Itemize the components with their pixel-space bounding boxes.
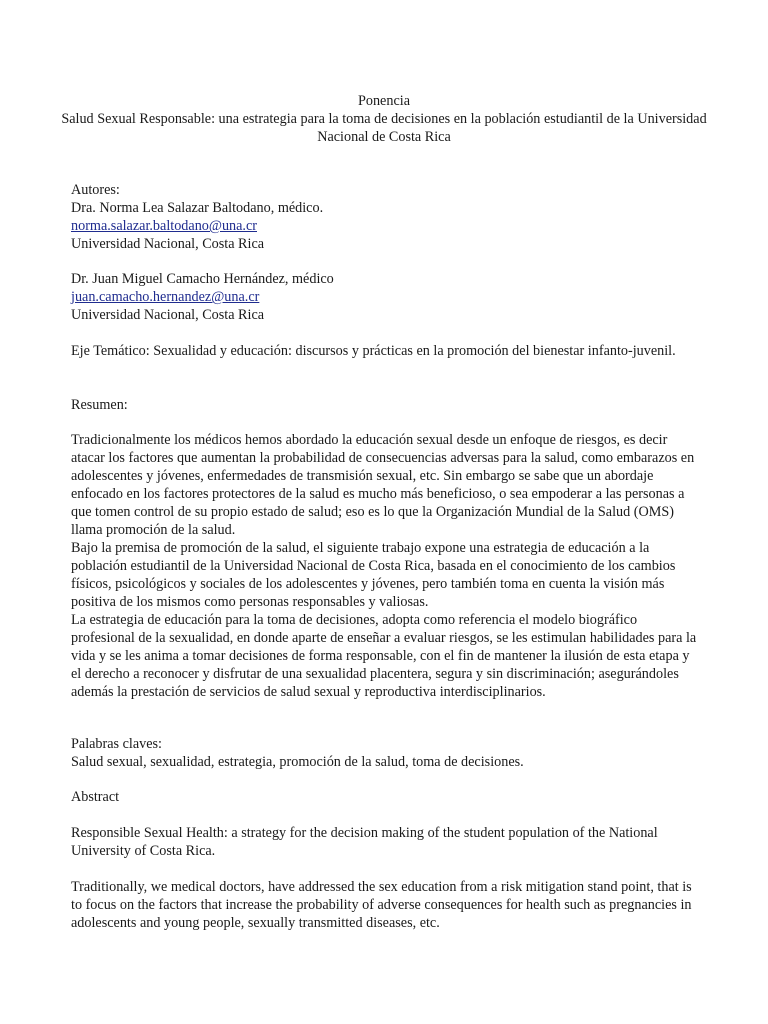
document-kind: Ponencia <box>357 93 410 109</box>
resumen-label: Resumen: <box>71 397 128 413</box>
abstract-body <box>71 878 697 932</box>
theme-text: Eje Temático: Sexualidad y educación: discursos y prácticas en la promoción del bienestar infanto-juvenil. <box>71 343 676 359</box>
abstract-label-block <box>71 788 697 806</box>
keywords-label: Palabras claves: <box>71 736 162 752</box>
authors-label: Autores: <box>71 182 120 198</box>
authors-section <box>71 181 697 253</box>
keywords-section <box>71 735 697 771</box>
abstract-paragraph: Traditionally, we medical doctors, have addressed the sex education from a risk mitigation stand point, that is to focus on the factors that increase the probability of adverse consequences for health such as pregnancies in adolescents and young people, sexually transmitted diseases, etc. <box>71 879 692 931</box>
resumen-paragraph: Bajo la premisa de promoción de la salud, el siguiente trabajo expone una estrategia de educación a la población estudiantil de la Universidad Nacional de Costa Rica, basada en el conocimiento de los cambios físicos, psicológicos y sociales de los adolescentes y jóvenes, pero también toma en cuenta la visión más positiva de los mismos como personas responsables y valiosas. <box>71 540 676 610</box>
author-name: Dra. Norma Lea Salazar Baltodano, médico. <box>71 200 324 216</box>
document-title: Salud Sexual Responsable: una estrategia para la toma de decisiones en la población estudiantil de la Universidad Nacional de Costa Rica <box>61 111 707 145</box>
author-affiliation: Universidad Nacional, Costa Rica <box>71 307 265 323</box>
author-affiliation: Universidad Nacional, Costa Rica <box>71 236 265 252</box>
resumen-paragraph: Tradicionalmente los médicos hemos abordado la educación sexual desde un enfoque de riesgos, es decir atacar los factores que aumentan la probabilidad de consecuencias adversas para la salud, como embarazos en adolescentes y jóvenes, enfermedades de transmisión sexual, etc. Sin embargo se sabe que un abordaje enfocado en los factores protectores de la salud es mucho más beneficioso, o sea empoderar a las personas a que tomen control de su propio estado de salud; eso es lo que la Organización Mundial de la Salud (OMS) llama promoción de la salud. <box>71 432 695 538</box>
author-email-link[interactable]: norma.salazar.baltodano@una.cr <box>71 218 257 234</box>
document-header <box>60 92 708 146</box>
resumen-body <box>71 431 697 701</box>
theme-line <box>71 342 697 360</box>
abstract-label: Abstract <box>71 789 120 805</box>
abstract-title: Responsible Sexual Health: a strategy for the decision making of the student population of the National University of Costa Rica. <box>71 825 658 859</box>
abstract-title-block <box>71 824 697 860</box>
keywords-text: Salud sexual, sexualidad, estrategia, promoción de la salud, toma de decisiones. <box>71 754 524 770</box>
resumen-paragraph: La estrategia de educación para la toma de decisiones, adopta como referencia el modelo biográfico profesional de la sexualidad, en donde aparte de enseñar a evaluar riesgos, se les estimulan habilidades para la vida y se les anima a tomar decisiones de forma responsable, con el fin de mantener la ilusión de esta etapa y el derecho a reconocer y disfrutar de una sexualidad placentera, segura y sin discriminación; asegurándoles además la prestación de servicios de salud sexual y reproductiva interdisciplinarios. <box>71 612 697 700</box>
resumen-label-block <box>71 396 697 414</box>
author-email-link[interactable]: juan.camacho.hernandez@una.cr <box>71 289 260 305</box>
author-block-2 <box>71 270 697 324</box>
author-name: Dr. Juan Miguel Camacho Hernández, médico <box>71 271 334 287</box>
